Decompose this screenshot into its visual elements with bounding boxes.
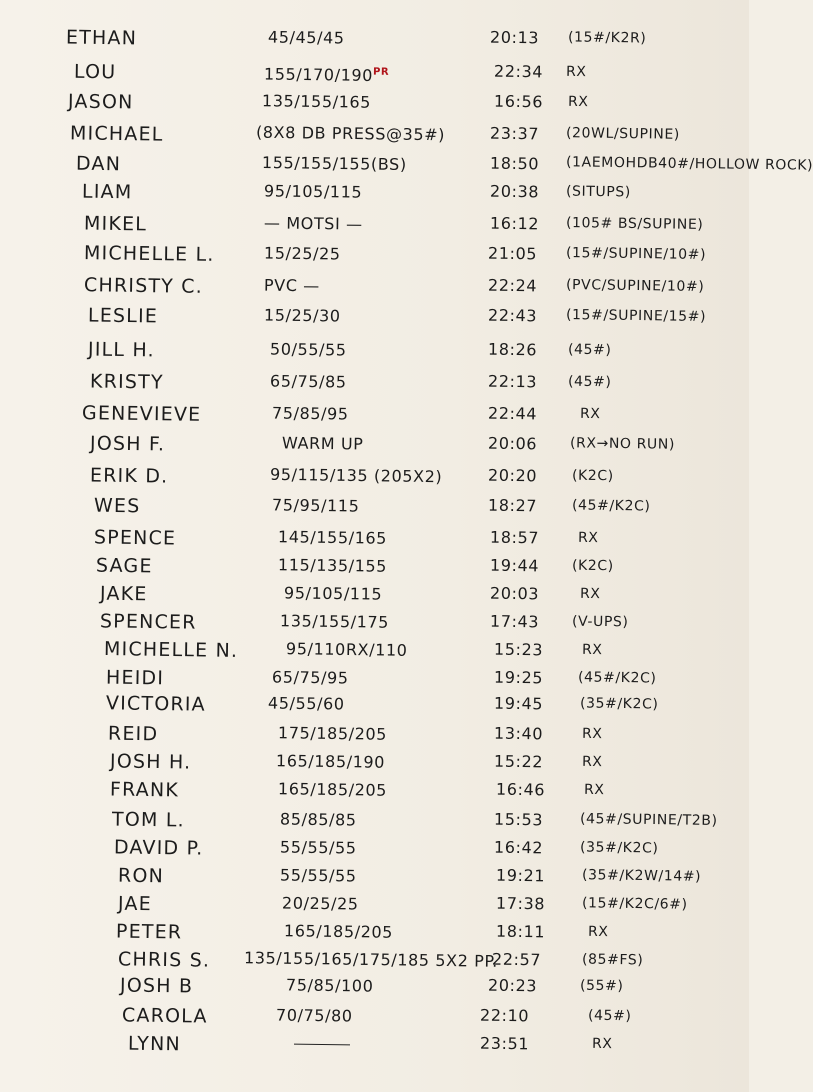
- lift-weights: [280, 607, 389, 637]
- athlete-name: LOU: [73, 60, 117, 84]
- finish-time: 15:53: [493, 809, 544, 830]
- athlete-name: TOM L.: [111, 808, 185, 832]
- scaling-note: (15#/SUPINE/15#): [565, 307, 707, 325]
- lift-weights: [294, 1030, 350, 1059]
- lift-weights: [264, 209, 363, 238]
- lift-weights-text: 135/155/175: [279, 611, 390, 632]
- athlete-name: JOSH B: [119, 974, 194, 998]
- table-row: [0, 690, 749, 718]
- athlete-name: SPENCE: [93, 526, 177, 550]
- lift-weights: [284, 579, 383, 608]
- scaling-note: RX: [577, 529, 599, 547]
- lift-weights: [278, 775, 387, 805]
- finish-time: 19:45: [493, 693, 544, 714]
- athlete-name: DAN: [75, 152, 122, 176]
- finish-time: 22:44: [487, 403, 538, 424]
- scaling-note: RX: [581, 725, 603, 743]
- scaling-note: (45#): [587, 1007, 632, 1025]
- lift-weights: [276, 747, 385, 777]
- scaling-note: (K2C): [571, 467, 614, 485]
- athlete-name: FRANK: [109, 778, 180, 802]
- athlete-name: PETER: [115, 920, 183, 944]
- lift-weights-text: 95/110RX/110: [285, 639, 408, 660]
- lift-weights-text: 95/115/135 (205X2): [269, 464, 443, 487]
- table-row: [0, 946, 749, 974]
- finish-time: 22:34: [493, 61, 544, 82]
- athlete-name: LIAM: [81, 180, 133, 204]
- lift-weights-text: 155/155/155(BS): [261, 152, 407, 175]
- athlete-name: JOSH H.: [109, 750, 192, 774]
- lift-weights-text: 55/55/55: [279, 865, 357, 886]
- table-row: [0, 302, 749, 330]
- table-row: [0, 748, 749, 776]
- lift-weights-text: 70/75/80: [275, 1005, 353, 1026]
- table-row: [0, 240, 749, 268]
- lift-weights-text: 45/45/45: [267, 27, 345, 48]
- table-row: [0, 336, 749, 364]
- lift-weights: [282, 889, 359, 918]
- blank-dash: [294, 1044, 350, 1046]
- lift-weights-text: 165/185/205: [277, 779, 388, 800]
- lift-weights: [272, 399, 349, 428]
- lift-weights-text: 165/185/205: [283, 921, 394, 942]
- lift-weights: [264, 239, 341, 268]
- lift-weights: [270, 367, 347, 396]
- lift-weights: [286, 971, 374, 1000]
- table-row: [0, 272, 749, 300]
- table-row: [0, 806, 749, 834]
- table-row: [0, 24, 749, 52]
- scaling-note: (15#/K2R): [567, 29, 647, 47]
- athlete-name: RON: [117, 864, 165, 888]
- finish-time: 20:13: [489, 27, 540, 48]
- athlete-name: MICHELLE N.: [103, 638, 239, 662]
- table-row: [0, 890, 749, 918]
- scaling-note: (K2C): [571, 557, 614, 575]
- athlete-name: MICHAEL: [69, 122, 164, 146]
- scaling-note: RX: [581, 641, 603, 659]
- lift-weights-text: 55/55/55: [279, 837, 357, 858]
- table-row: [0, 1030, 749, 1058]
- lift-weights: [278, 551, 387, 581]
- lift-weights-text: 75/85/100: [285, 975, 374, 996]
- table-row: [0, 210, 749, 238]
- scaling-note: RX: [591, 1035, 613, 1053]
- athlete-name: VICTORIA: [105, 692, 206, 716]
- finish-time: 22:57: [491, 949, 542, 970]
- lift-weights: [280, 805, 357, 834]
- athlete-name: LESLIE: [87, 304, 159, 328]
- finish-time: 21:05: [487, 243, 538, 264]
- athlete-name: JOSH F.: [89, 432, 166, 456]
- scaling-note: (RX→NO RUN): [569, 435, 676, 453]
- athlete-name: JAKE: [99, 582, 148, 606]
- athlete-name: SAGE: [95, 554, 153, 578]
- table-row: [0, 972, 749, 1000]
- finish-time: 20:23: [487, 975, 538, 996]
- table-row: [0, 462, 749, 490]
- scaling-note: (45#): [567, 341, 612, 359]
- table-row: [0, 368, 749, 396]
- finish-time: 16:46: [495, 779, 546, 800]
- athlete-name: ETHAN: [65, 26, 138, 50]
- athlete-name: LYNN: [127, 1032, 182, 1056]
- table-row: [0, 918, 749, 946]
- table-row: [0, 580, 749, 608]
- scaling-note: (35#/K2C): [579, 839, 659, 857]
- athlete-name: MIKEL: [83, 212, 148, 236]
- table-row: [0, 88, 749, 116]
- lift-weights: [278, 719, 387, 749]
- table-row: [0, 178, 749, 206]
- scaling-note: RX: [579, 405, 601, 423]
- athlete-name: REID: [107, 722, 159, 746]
- scaling-note: (35#/K2C): [579, 695, 659, 713]
- lift-weights-text: WARM UP: [281, 433, 364, 454]
- table-row: [0, 552, 749, 580]
- table-row: [0, 1002, 749, 1030]
- finish-time: 20:03: [489, 583, 540, 604]
- athlete-name: WES: [93, 494, 141, 518]
- scaling-note: (35#/K2W/14#): [581, 867, 702, 885]
- finish-time: 23:51: [479, 1033, 530, 1054]
- lift-weights: [262, 87, 371, 117]
- finish-time: 20:06: [487, 433, 538, 454]
- finish-time: 19:25: [493, 667, 544, 688]
- lift-weights-text: 135/155/165: [261, 91, 372, 112]
- scaling-note: RX: [581, 753, 603, 771]
- lift-weights-text: 15/25/30: [263, 305, 341, 326]
- table-row: [0, 58, 749, 86]
- lift-weights: [276, 1001, 353, 1030]
- finish-time: 16:56: [493, 91, 544, 112]
- athlete-name: JAE: [117, 892, 153, 916]
- finish-time: 15:23: [493, 639, 544, 660]
- table-row: [0, 720, 749, 748]
- scaling-note: RX: [579, 585, 601, 603]
- lift-weights: [270, 461, 443, 491]
- scaling-note: RX: [567, 93, 589, 111]
- lift-weights: [278, 523, 387, 553]
- lift-weights: [272, 663, 349, 692]
- athlete-name: SPENCER: [99, 610, 197, 634]
- scaling-note: (V-UPS): [571, 613, 629, 631]
- athlete-name: ERIK D.: [89, 464, 169, 488]
- athlete-name: JILL H.: [87, 338, 155, 362]
- lift-weights: [282, 429, 364, 458]
- finish-time: 20:20: [487, 465, 538, 486]
- athlete-name: KRISTY: [89, 370, 164, 394]
- finish-time: 18:57: [489, 527, 540, 548]
- scaling-note: (45#/SUPINE/T2B): [579, 811, 718, 829]
- scaling-note: RX: [583, 781, 605, 799]
- scaling-note: (45#): [567, 373, 612, 391]
- lift-weights-text: (8X8 DB PRESS@35#): [255, 122, 446, 145]
- finish-time: 17:38: [495, 893, 546, 914]
- table-row: [0, 400, 749, 428]
- finish-time: 18:27: [487, 495, 538, 516]
- lift-weights: [264, 177, 363, 206]
- athlete-name: MICHELLE L.: [83, 242, 215, 266]
- lift-weights-text: 85/85/85: [279, 809, 357, 830]
- lift-weights-text: 135/155/165/175/185 5X2 PP.: [243, 948, 498, 971]
- scaling-note: (15#/SUPINE/10#): [565, 245, 707, 263]
- lift-weights-text: 75/95/115: [271, 495, 360, 516]
- finish-time: 18:11: [495, 921, 546, 942]
- finish-time: 18:50: [489, 153, 540, 174]
- lift-weights-text: 145/155/165: [277, 527, 388, 548]
- scaling-note: (45#/K2C): [577, 669, 657, 687]
- table-row: [0, 608, 749, 636]
- lift-weights-text: 45/55/60: [267, 693, 345, 714]
- table-row: [0, 492, 749, 520]
- table-row: [0, 834, 749, 862]
- lift-weights-text: 65/75/95: [271, 667, 349, 688]
- finish-time: 22:13: [487, 371, 538, 392]
- scaling-note: (PVC/SUPINE/10#): [565, 277, 705, 295]
- finish-time: 18:26: [487, 339, 538, 360]
- lift-weights-text: 155/170/190: [263, 64, 374, 85]
- finish-time: 22:10: [479, 1005, 530, 1026]
- table-row: [0, 150, 813, 178]
- lift-weights: [264, 57, 390, 90]
- athlete-name: HEIDI: [105, 666, 165, 690]
- finish-time: 22:43: [487, 305, 538, 326]
- scaling-note: (15#/K2C/6#): [581, 895, 688, 913]
- lift-weights: [268, 689, 345, 718]
- finish-time: 16:42: [493, 837, 544, 858]
- lift-weights: [264, 301, 341, 330]
- lift-weights-text: 75/85/95: [271, 403, 349, 424]
- table-row: [0, 430, 749, 458]
- lift-weights: [270, 335, 347, 364]
- finish-time: 23:37: [489, 123, 540, 144]
- athlete-name: CHRISTY C.: [83, 274, 204, 298]
- lift-weights-text: — MOTSI —: [263, 213, 363, 234]
- lift-weights: [268, 23, 345, 52]
- athlete-name: GENEVIEVE: [81, 402, 202, 426]
- finish-time: 20:38: [489, 181, 540, 202]
- lift-weights-text: 20/25/25: [281, 893, 359, 914]
- lift-weights: [272, 491, 360, 520]
- table-row: [0, 120, 749, 148]
- scaling-note: (SITUPS): [565, 183, 631, 201]
- scaling-note: (85#FS): [581, 951, 644, 969]
- scaling-note: (1AEMOHDB40#/HOLLOW ROCK): [565, 154, 813, 174]
- finish-time: 22:24: [487, 275, 538, 296]
- lift-weights-text: 15/25/25: [263, 243, 341, 264]
- athlete-name: CAROLA: [121, 1004, 208, 1028]
- lift-weights-text: 65/75/85: [269, 371, 347, 392]
- athlete-name: CHRIS S.: [117, 948, 211, 972]
- lift-weights-text: 95/105/115: [263, 181, 363, 202]
- athlete-name: DAVID P.: [113, 836, 204, 860]
- finish-time: 17:43: [489, 611, 540, 632]
- finish-time: 13:40: [493, 723, 544, 744]
- lift-weights: [256, 119, 445, 150]
- lift-weights-text: 115/135/155: [277, 555, 388, 576]
- table-row: [0, 524, 749, 552]
- scaling-note: (55#): [579, 977, 624, 995]
- lift-weights: [284, 917, 393, 947]
- lift-weights: [264, 272, 320, 301]
- lift-weights-text: 165/185/190: [275, 751, 386, 772]
- finish-time: 19:44: [489, 555, 540, 576]
- athlete-name: JASON: [67, 90, 134, 114]
- scaling-note: (45#/K2C): [571, 497, 651, 515]
- scaling-note: (20WL/SUPINE): [565, 125, 681, 143]
- lift-weights-text: PVC —: [263, 275, 320, 296]
- table-row: [0, 862, 749, 890]
- scaling-note: RX: [565, 63, 587, 81]
- finish-time: 16:12: [489, 213, 540, 234]
- table-row: [0, 664, 749, 692]
- pr-mark: PR: [372, 66, 390, 78]
- lift-weights: [262, 149, 407, 179]
- scaling-note: RX: [587, 923, 609, 941]
- table-row: [0, 776, 749, 804]
- lift-weights-text: 95/105/115: [283, 583, 383, 604]
- lift-weights: [280, 861, 357, 890]
- scaling-note: (105# BS/SUPINE): [565, 215, 704, 233]
- table-row: [0, 636, 749, 664]
- finish-time: 19:21: [495, 865, 546, 886]
- lift-weights: [286, 635, 408, 665]
- lift-weights-text: 175/185/205: [277, 723, 388, 744]
- lift-weights: [280, 833, 357, 862]
- finish-time: 15:22: [493, 751, 544, 772]
- lift-weights-text: 50/55/55: [269, 339, 347, 360]
